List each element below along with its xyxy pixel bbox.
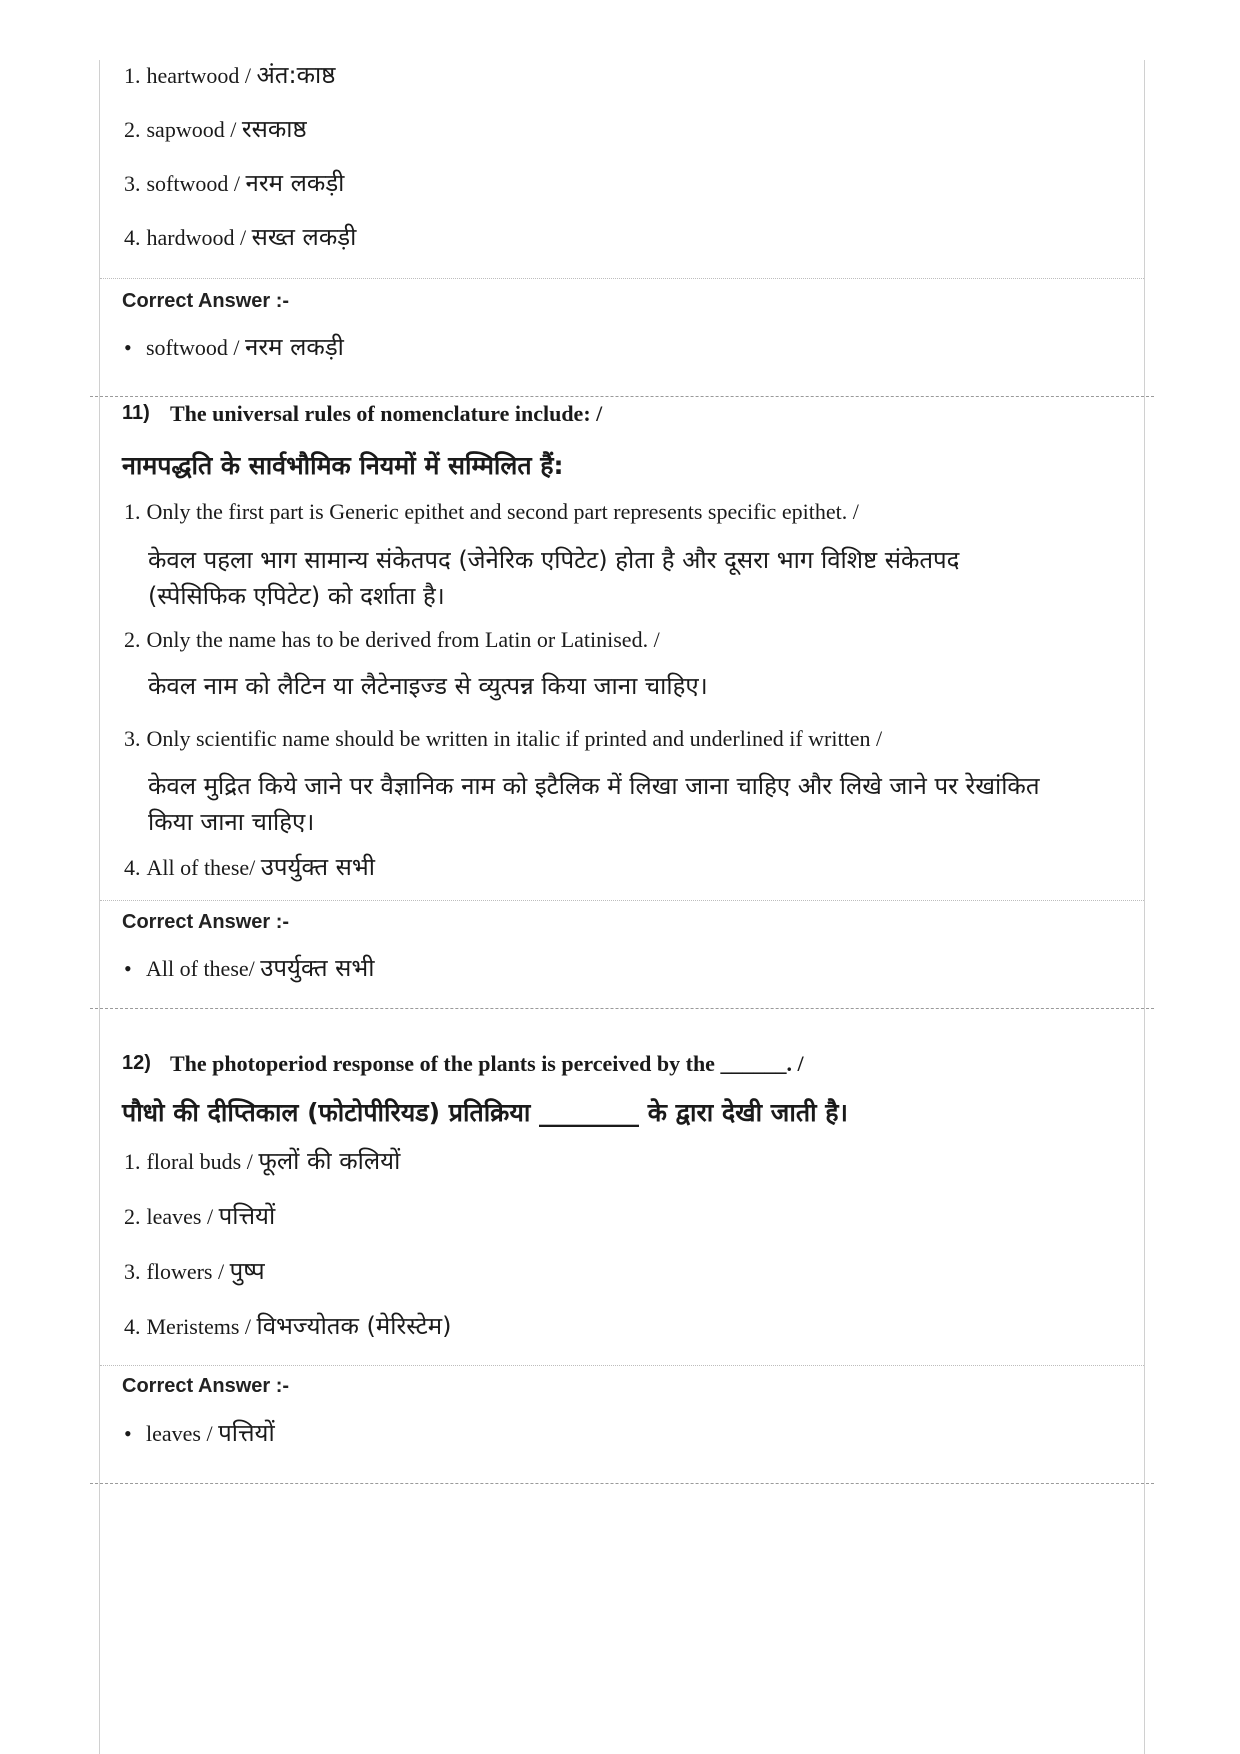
option-text-hi: विभज्योतक (मेरिस्टेम) [256, 1312, 452, 1340]
option-text-en: Meristems / [146, 1314, 251, 1339]
option-text-en: heartwood / [146, 63, 251, 88]
question-number: 11) [122, 402, 150, 424]
option-number: 2. [124, 1204, 141, 1229]
correct-answer-hi: उपर्युक्त सभी [260, 954, 375, 982]
correct-answer-en: All of these/ [146, 956, 255, 981]
correct-answer-hi: पत्तियों [218, 1419, 275, 1447]
option-text-en: leaves / [146, 1204, 214, 1229]
correct-answer [124, 953, 374, 984]
option-3 [124, 1256, 265, 1287]
question-number: 12) [122, 1052, 151, 1074]
correct-answer [124, 1418, 275, 1449]
option-text-hi: पुष्प [229, 1257, 265, 1285]
option-4 [124, 1311, 451, 1342]
option-4 [124, 222, 356, 253]
correct-answer-en: leaves / [146, 1421, 213, 1446]
divider [100, 278, 1144, 279]
option-text-en: floral buds / [146, 1149, 253, 1174]
option-3 [124, 168, 344, 199]
page-frame [99, 60, 1145, 1754]
option-text-hi: नरम लकड़ी [245, 169, 345, 197]
question-divider [90, 396, 1154, 397]
option-1 [124, 497, 859, 527]
correct-answer [124, 332, 344, 363]
option-number: 3. [124, 726, 141, 751]
option-3 [124, 724, 882, 754]
option-text-hi: फूलों की कलियों [258, 1147, 401, 1175]
option-1 [124, 60, 335, 91]
option-text-hi-line: किया जाना चाहिए। [148, 808, 315, 836]
divider [100, 900, 1144, 901]
option-number: 3. [124, 171, 141, 196]
option-number: 2. [124, 627, 141, 652]
question-text-hi: नामपद्धति के सार्वभौमिक नियमों में सम्मिलित हैं: [122, 451, 564, 480]
option-2 [124, 114, 307, 145]
option-text-en: All of these/ [146, 855, 256, 880]
option-number: 4. [124, 855, 141, 880]
option-number: 2. [124, 117, 141, 142]
option-text-hi-line: केवल पहला भाग सामान्य संकेतपद (जेनेरिक एपिटेट) होता है और दूसरा भाग विशिष्ट संकेतपद [148, 546, 960, 574]
option-number: 1. [124, 1149, 141, 1174]
option-text-hi [148, 768, 1108, 840]
option-number: 3. [124, 1259, 141, 1284]
option-number: 4. [124, 225, 141, 250]
option-text-en: hardwood / [146, 225, 247, 250]
option-text-hi-line: केवल नाम को लैटिन या लैटेनाइज्ड से व्युत्पन्न किया जाना चाहिए। [148, 672, 708, 700]
question-divider [90, 1008, 1154, 1009]
question-text-en: The universal rules of nomenclature include: / [170, 401, 603, 426]
option-text-hi: पत्तियों [218, 1202, 276, 1230]
option-text-en: sapwood / [146, 117, 237, 142]
option-2 [124, 625, 660, 655]
divider [100, 1365, 1144, 1366]
option-2 [124, 1201, 275, 1232]
option-text-hi: रसकाष्ठ [241, 115, 307, 143]
option-1 [124, 1146, 400, 1177]
bullet-icon: • [124, 956, 132, 981]
correct-answer-label: Correct Answer :- [122, 290, 290, 312]
option-text-hi: सख्त लकड़ी [251, 223, 357, 251]
correct-answer-en: softwood / [146, 335, 240, 360]
option-number: 4. [124, 1314, 141, 1339]
correct-answer-label: Correct Answer :- [122, 1375, 290, 1397]
question-text-hi: पौधो की दीप्तिकाल (फोटोपीरियड) प्रतिक्रिया ________ के द्वारा देखी जाती है। [122, 1098, 849, 1127]
option-number: 1. [124, 499, 141, 524]
option-text-hi [148, 668, 1108, 704]
option-text-en: Only the name has to be derived from Latin or Latinised. / [146, 627, 660, 652]
option-text-hi-line: (स्पेसिफिक एपिटेट) को दर्शाता है। [148, 582, 445, 610]
question-text-en: The photoperiod response of the plants is perceived by the ______. / [170, 1051, 804, 1076]
bullet-icon: • [124, 1421, 132, 1446]
option-text-en: flowers / [146, 1259, 225, 1284]
option-text-hi: उपर्युक्त सभी [260, 853, 375, 881]
option-4 [124, 852, 375, 883]
option-text-en: softwood / [146, 171, 240, 196]
option-text-hi [148, 542, 1108, 614]
option-text-hi: अंत:काष्ठ [256, 61, 336, 89]
correct-answer-label: Correct Answer :- [122, 911, 290, 933]
option-text-en: Only the first part is Generic epithet and second part represents specific epithet. / [146, 499, 859, 524]
question-divider [90, 1483, 1154, 1484]
option-text-en: Only scientific name should be written in italic if printed and underlined if written / [146, 726, 883, 751]
option-text-hi-line: केवल मुद्रित किये जाने पर वैज्ञानिक नाम को इटैलिक में लिखा जाना चाहिए और लिखे जाने पर रेखांकित [148, 772, 1040, 800]
correct-answer-hi: नरम लकड़ी [245, 333, 344, 361]
bullet-icon: • [124, 335, 132, 360]
option-number: 1. [124, 63, 141, 88]
